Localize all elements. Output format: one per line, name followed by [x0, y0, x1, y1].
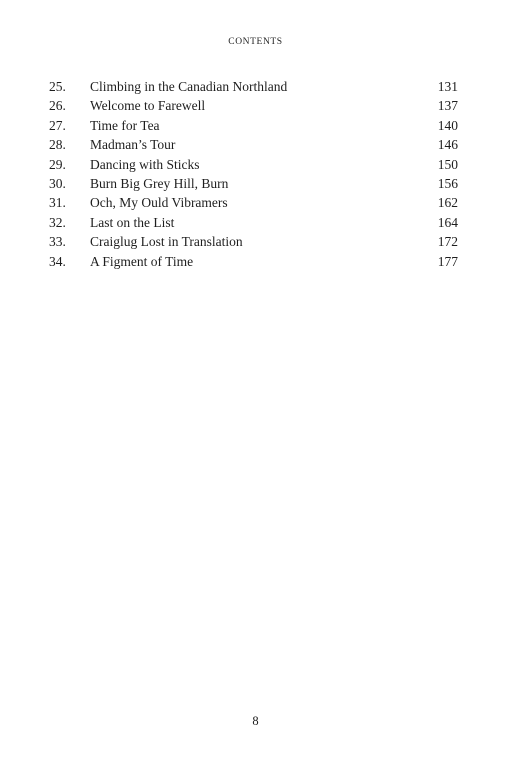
toc-entry [49, 252, 460, 271]
chapter-page: 172 [437, 234, 458, 250]
chapter-title: Och, My Ould Vibramers [90, 195, 228, 211]
chapter-title: Climbing in the Canadian Northland [90, 79, 288, 94]
running-head: CONTENTS [228, 37, 283, 47]
chapter-title: Madman’s Tour [90, 137, 176, 153]
toc-entry [49, 96, 460, 115]
chapter-number: 30. [49, 175, 66, 191]
chapter-title: Time for Tea [90, 117, 160, 133]
chapter-page: 140 [437, 117, 458, 133]
chapter-page: 137 [437, 98, 458, 114]
chapter-title: A Figment of Time [90, 253, 194, 269]
toc-entry [49, 174, 460, 193]
chapter-page: 162 [437, 195, 458, 211]
chapter-page: 156 [437, 175, 458, 191]
chapter-number: 33. [49, 234, 66, 250]
chapter-number: 28. [49, 137, 66, 153]
chapter-page: 164 [437, 214, 458, 230]
chapter-number: 29. [49, 156, 66, 172]
table-of-contents [49, 77, 460, 271]
chapter-number: 25. [49, 79, 66, 94]
chapter-number: 31. [49, 195, 66, 211]
chapter-number: 27. [49, 117, 66, 133]
page-number: 8 [252, 714, 259, 728]
chapter-title: Dancing with Sticks [90, 156, 200, 172]
chapter-page: 131 [437, 79, 458, 94]
toc-entry [49, 193, 460, 212]
chapter-number: 26. [49, 98, 66, 114]
toc-entry [49, 116, 460, 135]
chapter-title: Last on the List [90, 214, 175, 230]
chapter-title: Craiglug Lost in Translation [90, 234, 243, 250]
toc-entry [49, 155, 460, 174]
toc-entry [49, 213, 460, 232]
toc-entry [49, 77, 460, 96]
chapter-page: 177 [437, 253, 458, 269]
toc-entry [49, 232, 460, 251]
chapter-title: Welcome to Farewell [90, 98, 206, 114]
chapter-page: 150 [437, 156, 458, 172]
chapter-title: Burn Big Grey Hill, Burn [90, 175, 229, 191]
chapter-number: 34. [49, 253, 66, 269]
chapter-page: 146 [437, 137, 458, 153]
toc-entry [49, 135, 460, 154]
chapter-number: 32. [49, 214, 66, 230]
